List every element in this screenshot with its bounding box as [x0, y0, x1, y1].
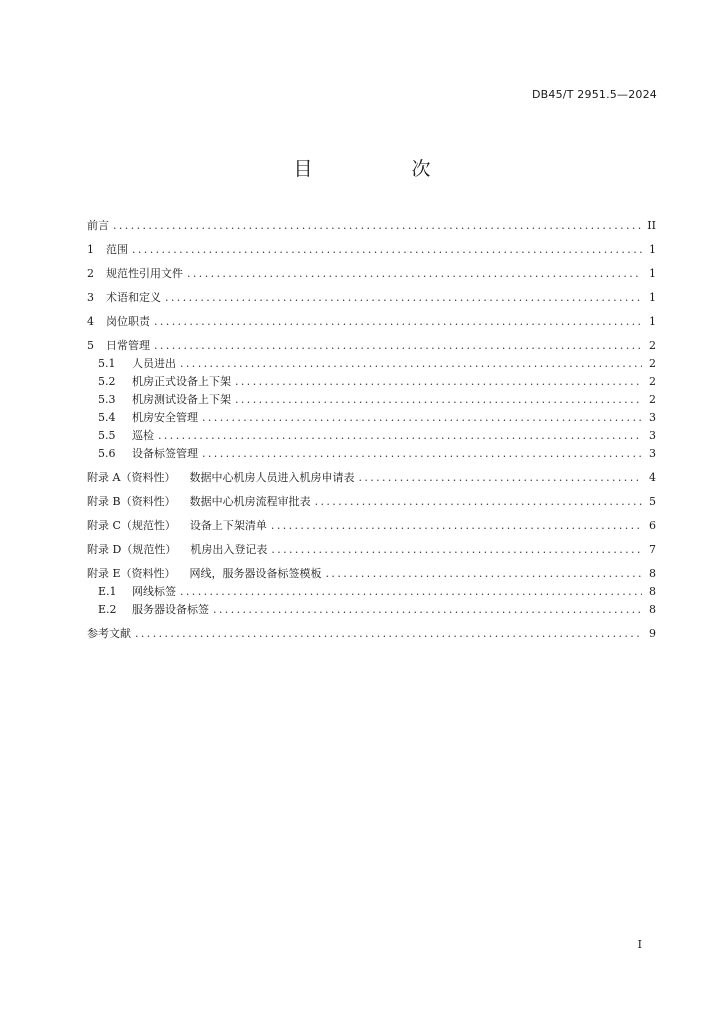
- toc-entry-page: 5: [649, 495, 656, 508]
- toc-entry-title: 日常管理: [106, 339, 150, 352]
- toc-entry-page: 1: [649, 243, 656, 256]
- toc-entry-page: 2: [649, 375, 656, 388]
- toc-entry-title: 巡检: [132, 429, 154, 442]
- toc-entry-title: 服务器设备标签: [132, 603, 209, 616]
- toc-entry-number: E.2: [98, 603, 117, 616]
- toc-entry[interactable]: [87, 584, 656, 600]
- toc-entry-number: 1: [87, 243, 94, 256]
- table-of-contents: [87, 218, 656, 642]
- toc-entry[interactable]: [87, 266, 656, 282]
- toc-entry[interactable]: [87, 392, 656, 408]
- toc-entry-page: 3: [649, 411, 656, 424]
- dot-leader: [271, 542, 642, 558]
- toc-entry-page: 8: [649, 603, 656, 616]
- toc-entry-page: 2: [649, 339, 656, 352]
- toc-entry-number: 5: [87, 339, 94, 352]
- toc-entry[interactable]: [87, 338, 656, 354]
- toc-entry-title: 数据中心机房流程审批表: [189, 495, 311, 508]
- toc-entry[interactable]: [87, 602, 656, 618]
- toc-entry[interactable]: [87, 518, 656, 534]
- toc-entry[interactable]: [87, 494, 656, 510]
- toc-entry-page: 3: [649, 447, 656, 460]
- toc-entry-appendix-label: 附录 D（规范性）: [87, 543, 177, 556]
- toc-entry-title: 设备标签管理: [132, 447, 198, 460]
- dot-leader: [165, 290, 642, 306]
- toc-entry-number: 5.2: [98, 375, 116, 388]
- toc-entry-appendix-label: 附录 B（资料性）: [87, 495, 176, 508]
- dot-leader: [315, 494, 642, 510]
- toc-entry[interactable]: [87, 410, 656, 426]
- toc-entry-page: 1: [649, 291, 656, 304]
- toc-entry[interactable]: [87, 218, 656, 234]
- toc-entry-title: 前言: [87, 219, 109, 232]
- dot-leader: [271, 518, 642, 534]
- dot-leader: [213, 602, 642, 618]
- toc-entry-page: 9: [649, 627, 656, 640]
- toc-entry-title: 网线标签: [132, 585, 176, 598]
- toc-entry-title: 网线，服务器设备标签模板: [189, 567, 322, 580]
- toc-entry-title: 规范性引用文件: [106, 267, 183, 280]
- toc-entry-page: 2: [649, 393, 656, 406]
- standard-code: DB45/T 2951.5—2024: [531, 88, 657, 101]
- toc-entry-number: 5.6: [98, 447, 116, 460]
- toc-entry-page: 8: [649, 567, 656, 580]
- dot-leader: [154, 314, 642, 330]
- dot-leader: [154, 338, 642, 354]
- toc-entry-appendix-label: 附录 E（资料性）: [87, 567, 176, 580]
- dot-leader: [180, 356, 642, 372]
- dot-leader: [132, 242, 642, 258]
- dot-leader: [202, 410, 642, 426]
- toc-entry-appendix-label: 附录 A（资料性）: [87, 471, 176, 484]
- toc-entry[interactable]: [87, 356, 656, 372]
- toc-entry-title: 人员进出: [132, 357, 176, 370]
- dot-leader: [235, 374, 642, 390]
- toc-entry-number: E.1: [98, 585, 117, 598]
- toc-entry-page: 1: [649, 267, 656, 280]
- dot-leader: [113, 218, 642, 234]
- toc-entry[interactable]: [87, 314, 656, 330]
- dot-leader: [158, 428, 642, 444]
- toc-entry-number: 5.5: [98, 429, 116, 442]
- toc-entry-page: 3: [649, 429, 656, 442]
- toc-entry-page: 1: [649, 315, 656, 328]
- toc-entry-number: 5.1: [98, 357, 116, 370]
- toc-entry-page: 7: [649, 543, 656, 556]
- toc-entry-number: 3: [87, 291, 94, 304]
- dot-leader: [358, 470, 642, 486]
- toc-entry[interactable]: [87, 470, 656, 486]
- toc-entry-title: 机房测试设备上下架: [132, 393, 231, 406]
- page-title: 目 次: [293, 158, 471, 180]
- toc-entry[interactable]: [87, 290, 656, 306]
- toc-entry[interactable]: [87, 566, 656, 582]
- toc-entry-title: 机房出入登记表: [190, 543, 268, 556]
- toc-entry-title: 数据中心机房人员进入机房申请表: [189, 471, 355, 484]
- toc-entry-number: 2: [87, 267, 94, 280]
- toc-entry-number: 5.3: [98, 393, 116, 406]
- dot-leader: [180, 584, 642, 600]
- dot-leader: [135, 626, 642, 642]
- dot-leader: [187, 266, 642, 282]
- toc-entry-appendix-label: 附录 C（规范性）: [87, 519, 176, 532]
- dot-leader: [235, 392, 642, 408]
- toc-entry[interactable]: [87, 242, 656, 258]
- toc-entry-title: 机房安全管理: [132, 411, 198, 424]
- toc-entry-page: II: [647, 219, 656, 232]
- toc-entry-number: 4: [87, 315, 94, 328]
- dot-leader: [202, 446, 642, 462]
- toc-entry-number: 5.4: [98, 411, 116, 424]
- toc-entry[interactable]: [87, 626, 656, 642]
- toc-entry[interactable]: [87, 374, 656, 390]
- toc-entry-page: 2: [649, 357, 656, 370]
- toc-entry-page: 6: [649, 519, 656, 532]
- toc-entry-page: 4: [649, 471, 656, 484]
- toc-entry-title: 设备上下架清单: [189, 519, 267, 532]
- toc-entry[interactable]: [87, 542, 656, 558]
- toc-entry[interactable]: [87, 446, 656, 462]
- toc-entry-title: 参考文献: [87, 627, 131, 640]
- toc-entry-title: 岗位职责: [106, 315, 150, 328]
- toc-entry-title: 机房正式设备上下架: [132, 375, 231, 388]
- toc-entry[interactable]: [87, 428, 656, 444]
- toc-entry-page: 8: [649, 585, 656, 598]
- page-number: I: [637, 938, 642, 951]
- dot-leader: [326, 566, 642, 582]
- toc-entry-title: 术语和定义: [106, 291, 161, 304]
- toc-entry-title: 范围: [106, 243, 128, 256]
